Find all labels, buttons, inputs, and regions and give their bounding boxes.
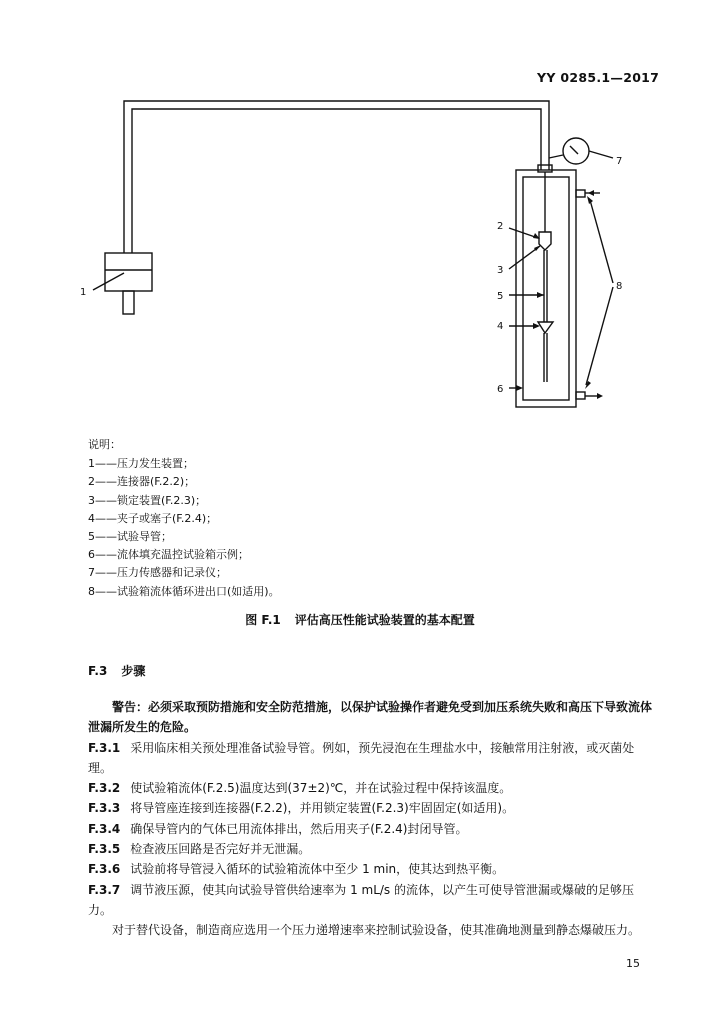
callout-7: 7 xyxy=(616,156,623,167)
test-box-outer xyxy=(516,170,576,407)
section-number: F.3 xyxy=(88,664,108,678)
clause-paragraph xyxy=(88,778,653,798)
clause-text: 调节液压源，使其向试验导管供给速率为 1 mL/s 的流体，以产生可使导管泄漏或爆破的足够压力。 xyxy=(88,882,635,917)
arrowhead-6 xyxy=(516,385,523,391)
clause-paragraph xyxy=(88,798,653,818)
standard-code: YY 0285.1—2017 xyxy=(537,70,660,85)
page-number: 15 xyxy=(626,957,640,970)
test-apparatus-diagram xyxy=(0,0,720,430)
outlet-arrowhead xyxy=(597,393,603,399)
callout-2: 2 xyxy=(497,221,504,232)
warning-paragraph: 警告：必须采取预防措施和安全防范措施，以保护试验操作者避免受到加压系统失败和高压下导致流体泄漏所发生的危险。 xyxy=(88,700,653,735)
leader-7 xyxy=(589,151,613,158)
leader-8b xyxy=(586,287,613,385)
arrowhead-8a xyxy=(587,196,593,204)
clause-text: 使试验箱流体(F.2.5)温度达到(37±2)℃，并在试验过程中保持该温度。 xyxy=(130,781,512,796)
inlet-port xyxy=(576,190,585,197)
callout-3: 3 xyxy=(497,265,504,276)
section-heading xyxy=(88,662,145,679)
clause-number: F.3.5 xyxy=(88,842,121,857)
caption-text: 评估高压性能试验装置的基本配置 xyxy=(294,613,475,627)
arrowhead-8b xyxy=(585,381,591,389)
legend-item: 7——压力传感器和记录仪； xyxy=(88,566,227,580)
section-title: 步骤 xyxy=(121,664,146,678)
outlet-port xyxy=(576,392,585,399)
clause-text: 检查液压回路是否完好并无泄漏。 xyxy=(130,842,311,857)
inlet-arrowhead xyxy=(588,190,594,196)
caption-number: 图 F.1 xyxy=(245,613,281,627)
callout-4: 4 xyxy=(497,321,504,332)
clause-number: F.3.3 xyxy=(88,801,121,816)
clause-number: F.3.1 xyxy=(88,740,121,755)
test-box-inner xyxy=(523,177,569,400)
clamp xyxy=(538,322,553,333)
pressure-gauge xyxy=(563,138,589,164)
clause-paragraph xyxy=(88,839,653,859)
callout-6: 6 xyxy=(497,384,504,395)
legend-item: 4——夹子或塞子(F.2.4)； xyxy=(88,511,218,525)
callout-5: 5 xyxy=(497,291,504,302)
clause-paragraph xyxy=(88,738,653,779)
callout-1: 1 xyxy=(80,287,87,298)
gauge-tube xyxy=(549,155,563,158)
clause-text: 确保导管内的气体已用流体排出，然后用夹子(F.2.4)封闭导管。 xyxy=(130,821,468,836)
clause-number: F.3.6 xyxy=(88,862,121,877)
arrowhead-5 xyxy=(537,292,544,298)
callout-8: 8 xyxy=(616,281,623,292)
legend-item: 5——试验导管； xyxy=(88,530,172,544)
pressure-pipe-inner xyxy=(132,109,541,253)
leader-8a xyxy=(590,200,613,283)
pressure-pipe xyxy=(124,101,549,253)
pressure-generator xyxy=(105,253,152,291)
clause-number: F.3.2 xyxy=(88,781,121,796)
clause-text: 采用临床相关预处理准备试验导管。例如，预先浸泡在生理盐水中，接触常用注射液，或灭菌处理。 xyxy=(88,740,635,775)
clause-paragraph xyxy=(88,859,653,879)
final-paragraph: 对于替代设备，制造商应选用一个压力递增速率来控制试验设备，使其准确地测量到静态爆破压力。 xyxy=(112,923,641,938)
legend-title: 说明： xyxy=(88,438,121,451)
clause-number: F.3.4 xyxy=(88,821,121,836)
clause-paragraph xyxy=(88,880,653,921)
legend-item: 2——连接器(F.2.2)； xyxy=(88,475,196,489)
figure-legend xyxy=(88,436,280,601)
gauge-needle xyxy=(570,146,578,154)
pressure-generator-rod xyxy=(123,291,134,314)
leader-1 xyxy=(93,273,124,290)
legend-item: 6——流体填充温控试验箱示例； xyxy=(88,548,249,562)
legend-item: 1——压力发生装置； xyxy=(88,457,194,471)
clause-number: F.3.7 xyxy=(88,882,121,897)
connector xyxy=(539,232,551,250)
clause-text: 试验前将导管浸入循环的试验箱流体中至少 1 min，使其达到热平衡。 xyxy=(130,862,505,877)
clause-text: 将导管座连接到连接器(F.2.2)，并用锁定装置(F.2.3)牢固固定(如适用)。 xyxy=(130,801,515,816)
clause-paragraph xyxy=(88,819,653,839)
legend-item: 3——锁定装置(F.2.3)； xyxy=(88,493,207,507)
connector-fitting xyxy=(538,165,552,172)
legend-item: 8——试验箱流体循环进出口(如适用)。 xyxy=(88,584,280,598)
figure-caption xyxy=(0,611,720,628)
procedure-text xyxy=(88,697,653,941)
